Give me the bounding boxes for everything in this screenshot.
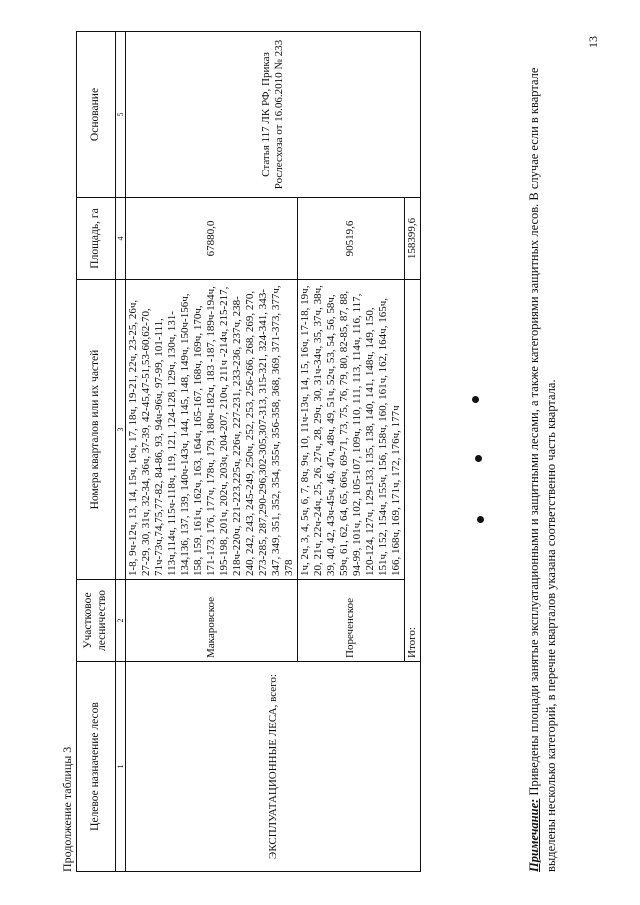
header-basis: Основание — [77, 32, 116, 198]
forestry-name: Пореченское — [298, 580, 405, 662]
header-forestry: Участковое лесничество — [77, 580, 116, 662]
column-number: 2 — [116, 580, 126, 662]
note — [526, 32, 560, 872]
column-number: 5 — [116, 32, 126, 198]
column-number: 1 — [116, 662, 126, 872]
quarters-list: 1ч, 2ч, 3, 4, 5ч, 6, 7, 8ч, 9ч, 10, 11ч-13ч, 14, 15, 16ч, 17-18, 19ч, 20, 21ч, 22ч-24ч, 25, 26, 27ч, 28, 29ч, 30, 31ч-34ч, 35, 37ч, 38ч, 39, 40, 42, 43ч-45ч, 46, 47ч, 48ч, 49, 51ч, 52ч, 53, 54, 56, 58ч, 59ч, 61, 62, 64, 65, 66ч, 69-71, 73, 75, 76, 79, 80, 82-85, 87, 88, 94-99, 101ч, 102, 105-107, 109ч, 110, 111, 113, 114ч, 116, 117, 120-124, 127ч, 129-133, 135, 138, 140, 141, 148ч, 149, 150, 151ч, 152, 154ч, 155ч, 156, 158ч, 160, 161ч, 162, 164ч, 165ч, 166, 168ч, 169, 171ч, 172, 176ч, 177ч — [298, 280, 405, 580]
column-number: 4 — [116, 198, 126, 280]
area-value: 67880,0 — [126, 198, 298, 280]
header-area: Площадь, га — [77, 198, 116, 280]
basis-cell: Статья 117 ЛК РФ, Приказ Рослесхоза от 16.06.2010 № 233 — [126, 32, 420, 198]
header-purpose: Целевое назначение лесов — [77, 662, 116, 872]
table-row — [126, 32, 298, 872]
note-label: Примечание: — [527, 798, 541, 872]
forest-table — [76, 31, 421, 872]
total-label: Итого: — [404, 280, 420, 662]
column-number: 3 — [116, 280, 126, 580]
purpose-cell: ЭКСПЛУАТАЦИОННЫЕ ЛЕСА, всего: — [126, 662, 420, 872]
area-value: 90519,6 — [298, 198, 405, 280]
header-quarters: Номера кварталов или их частей — [77, 280, 116, 580]
note-text: Приведены площади занятые эксплуатационными и защитными лесами, а также категориями защитных лесов. В случае если в квартале выделены несколько категорий, в перечне кварталов указана соответственно часть квартала. — [527, 67, 558, 872]
total-area: 158399,6 — [404, 198, 420, 280]
forestry-name: Макаровское — [126, 580, 298, 662]
rotated-page — [60, 28, 580, 878]
page-number: 13 — [586, 36, 600, 48]
table-caption: Продолжение таблицы 3 — [60, 746, 74, 872]
quarters-list: 1-8, 9ч-12ч, 13, 14, 15ч, 16ч, 17, 18ч, 19-21, 22ч, 23-25, 26ч, 27-29, 30, 31ч, 32-34, 36ч, 37-39, 42-45,47-51,53-60,62-70, 71ч-73ч,74,75,77-82, 84-86, 93, 94ч-96ч, 97-99, 101-111, 113ч,114ч, 115ч-118ч, 119, 121, 124-128, 129ч, 130ч, 131-134,136, 137, 139, 140ч-143ч, 144, 145, 148, 149ч, 150ч-156ч, 158, 159, 161ч, 162ч, 163, 164ч, 165-167, 168ч, 169ч, 170ч, 171-173, 176, 177ч, 178ч, 179, 180ч-182ч, 183 -187, 189ч-194ч, 195-198, 201ч, 202ч, 203ч, 204-207, 210ч, 211ч -214ч, 215-217, 218ч-220ч, 221-223,225ч, 226ч, 227-231, 233-236, 237ч, 238-240, 242, 243, 245-249, 250ч, 252, 253, 256-266, 268, 269, 270, 273-285, 287,290-296,302-305,307-313, 315-321, 324-341, 343-347, 349, 351, 352, 354, 355ч, 356-358, 368, 369, 371-373, 377ч, 378 — [126, 280, 298, 580]
